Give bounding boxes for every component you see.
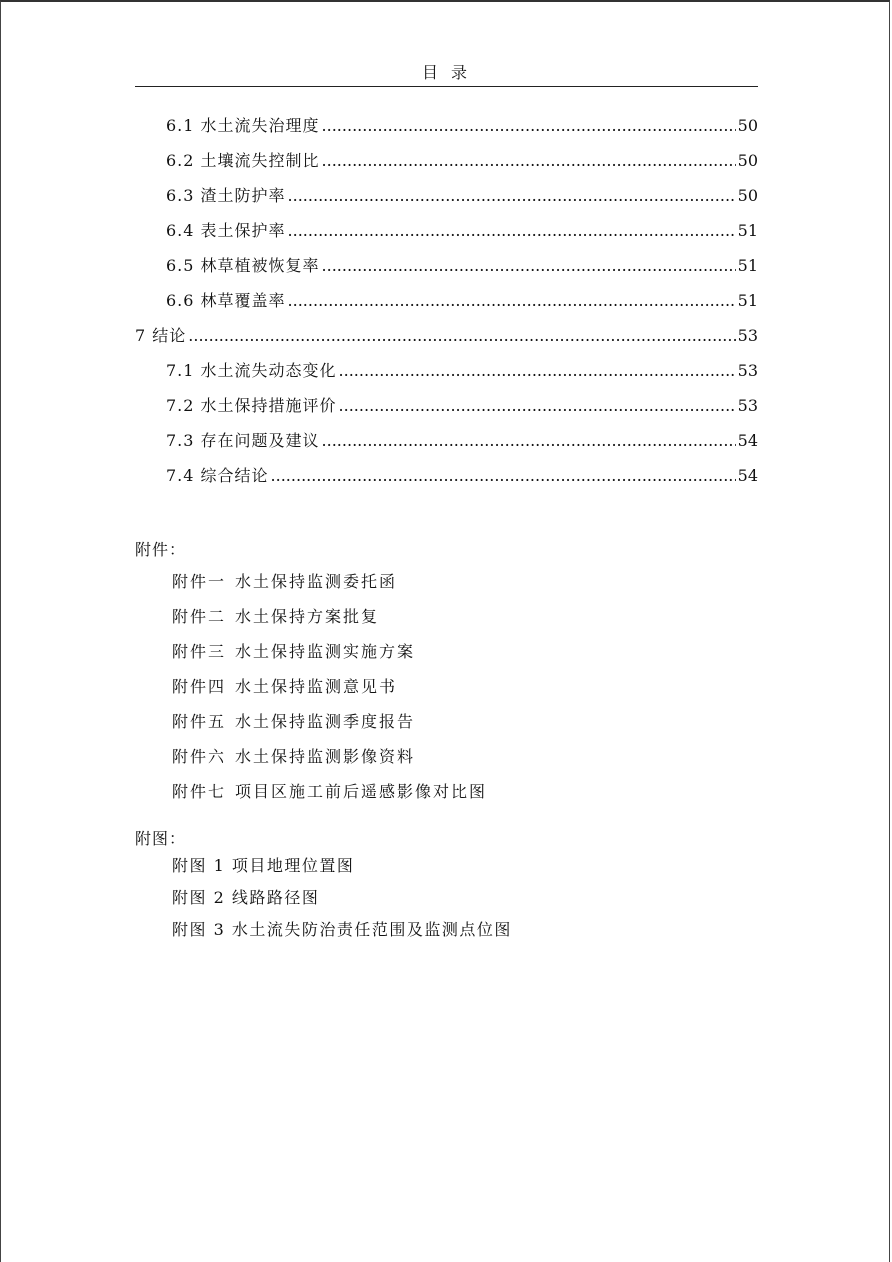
attachment-item — [172, 599, 487, 634]
attachment-title: 水土保持方案批复 — [235, 607, 380, 626]
attachment-title: 水土保持监测影像资料 — [235, 747, 416, 766]
toc-entry[interactable] — [135, 353, 758, 388]
toc-dot-leader — [339, 388, 736, 423]
toc-entry-page: 53 — [737, 361, 758, 380]
toc-entry-label: 6.3 渣土防护率 — [166, 186, 286, 205]
toc-entry-label: 6.1 水土流失治理度 — [166, 116, 320, 135]
toc-entry-label: 7.1 水土流失动态变化 — [166, 361, 337, 380]
attachment-item — [172, 634, 487, 669]
toc-dot-leader — [322, 108, 736, 143]
toc-entry-page: 54 — [737, 431, 758, 450]
toc-entry[interactable] — [135, 388, 758, 423]
attachment-item — [172, 704, 487, 739]
attachment-title: 水土保持监测委托函 — [235, 572, 398, 591]
attachment-number: 附件一 — [172, 572, 227, 591]
toc-entry-page: 53 — [737, 396, 758, 415]
toc-dot-leader — [288, 283, 736, 318]
toc-entry[interactable] — [135, 283, 758, 318]
toc-entry[interactable] — [135, 213, 758, 248]
toc-dot-leader — [271, 458, 736, 493]
toc-entry-page: 51 — [737, 291, 758, 310]
attachments-list — [172, 564, 487, 809]
toc-entry-label: 6.6 林草覆盖率 — [166, 291, 286, 310]
toc-entry[interactable] — [135, 248, 758, 283]
attachment-number: 附件五 — [172, 712, 227, 731]
toc-entry-page: 53 — [737, 326, 758, 345]
figure-item: 附图 3 水土流失防治责任范围及监测点位图 — [172, 920, 512, 939]
toc-entry-page: 51 — [737, 221, 758, 240]
attachment-item — [172, 774, 487, 809]
toc-entry[interactable] — [135, 423, 758, 458]
attachment-number: 附件七 — [172, 782, 227, 801]
toc-entry-label: 7 结论 — [135, 326, 187, 345]
toc-dot-leader — [288, 213, 736, 248]
toc-entry-page: 54 — [737, 466, 758, 485]
toc-entry-label: 7.4 综合结论 — [166, 466, 269, 485]
toc-entry[interactable] — [135, 458, 758, 493]
toc-entry[interactable] — [135, 108, 758, 143]
attachment-title: 项目区施工前后遥感影像对比图 — [235, 782, 488, 801]
attachments-heading: 附件： — [135, 540, 187, 559]
toc-entry-page: 50 — [737, 151, 758, 170]
toc-entry-label: 6.5 林草植被恢复率 — [166, 256, 320, 275]
figures-list — [172, 850, 512, 946]
attachment-number: 附件三 — [172, 642, 227, 661]
toc-entry[interactable] — [135, 143, 758, 178]
attachment-number: 附件六 — [172, 747, 227, 766]
attachment-item — [172, 669, 487, 704]
figure-item: 附图 2 线路路径图 — [172, 888, 320, 907]
attachment-number: 附件二 — [172, 607, 227, 626]
attachment-title: 水土保持监测实施方案 — [235, 642, 416, 661]
toc-entry[interactable] — [135, 318, 758, 353]
toc-entry[interactable] — [135, 178, 758, 213]
toc-entry-page: 50 — [737, 116, 758, 135]
toc-entry-page: 51 — [737, 256, 758, 275]
page-header-title: 目 录 — [135, 60, 758, 87]
attachment-item — [172, 739, 487, 774]
toc-entry-label: 6.4 表土保护率 — [166, 221, 286, 240]
toc-dot-leader — [322, 248, 736, 283]
table-of-contents — [135, 108, 758, 493]
toc-entry-label: 7.2 水土保持措施评价 — [166, 396, 337, 415]
toc-dot-leader — [339, 353, 736, 388]
toc-entry-label: 7.3 存在问题及建议 — [166, 431, 320, 450]
toc-dot-leader — [322, 423, 736, 458]
toc-entry-page: 50 — [737, 186, 758, 205]
toc-dot-leader — [188, 318, 735, 353]
attachment-title: 水土保持监测季度报告 — [235, 712, 416, 731]
figures-heading: 附图： — [135, 829, 187, 848]
attachment-item — [172, 564, 487, 599]
toc-dot-leader — [288, 178, 736, 213]
attachment-number: 附件四 — [172, 677, 227, 696]
toc-dot-leader — [322, 143, 736, 178]
attachment-title: 水土保持监测意见书 — [235, 677, 398, 696]
toc-entry-label: 6.2 土壤流失控制比 — [166, 151, 320, 170]
figure-item: 附图 1 项目地理位置图 — [172, 856, 355, 875]
